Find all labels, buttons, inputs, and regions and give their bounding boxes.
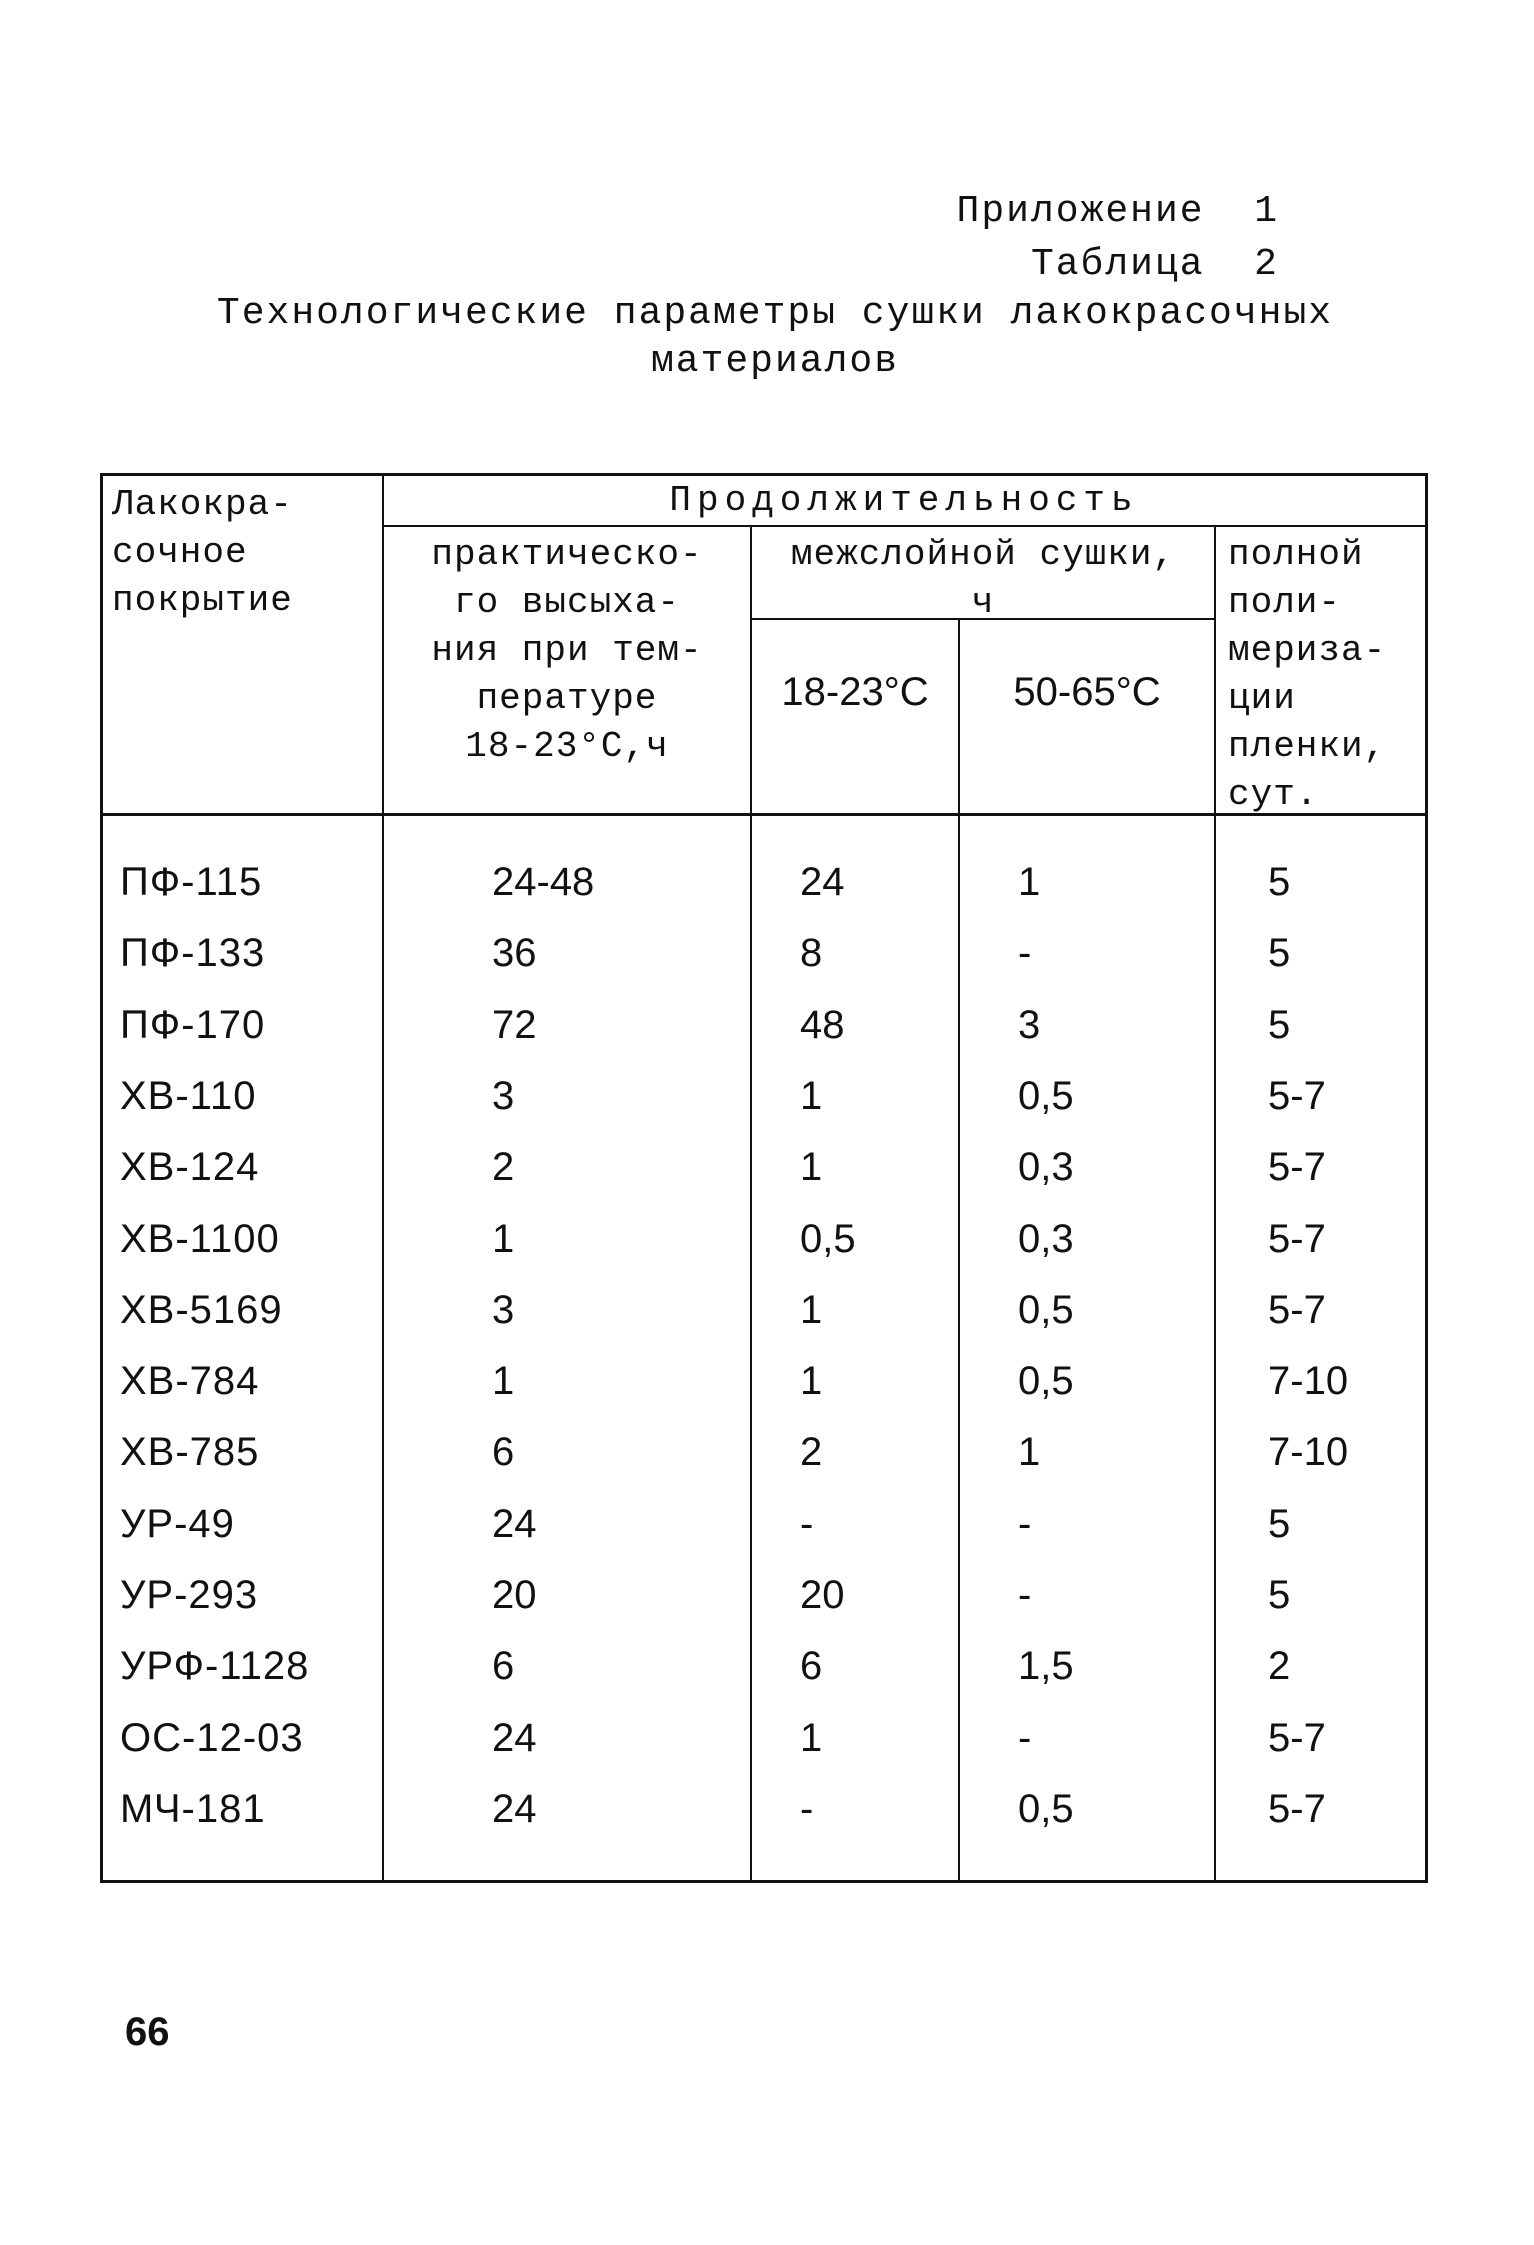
cell-t1: 20 xyxy=(800,1573,845,1617)
cell-practical: 24 xyxy=(492,1786,537,1831)
cell-t2: 0,3 xyxy=(1018,1216,1074,1261)
cell-practical: 72 xyxy=(492,1002,537,1047)
col-separator-2 xyxy=(750,525,752,1883)
cell-full: 5 xyxy=(1268,1501,1291,1546)
cell-practical: 24-48 xyxy=(492,860,595,904)
table-border-right xyxy=(1425,473,1428,1883)
cell-t1: 1 xyxy=(800,1287,823,1332)
cell-practical: 1 xyxy=(492,1359,515,1404)
table-border-left xyxy=(100,473,103,1883)
cell-full: 5-7 xyxy=(1268,1145,1326,1190)
cell-t2: 1 xyxy=(1018,860,1041,904)
cell-name: МЧ-181 xyxy=(120,1786,266,1831)
cell-name: УР-293 xyxy=(120,1573,259,1617)
cell-name: ПФ-115 xyxy=(120,860,263,904)
header-practical: практическо- го высыха- ния при тем- пературе 18-23°С,ч xyxy=(431,534,703,767)
cell-full: 5-7 xyxy=(1268,1073,1326,1118)
cell-practical: 36 xyxy=(492,931,537,976)
cell-full: 5 xyxy=(1268,1002,1291,1047)
cell-full: 5-7 xyxy=(1268,1715,1326,1760)
cell-full: 2 xyxy=(1268,1644,1291,1689)
table-border-bottom xyxy=(100,1880,1428,1883)
cell-name: ХВ-124 xyxy=(120,1145,260,1190)
cell-full: 5-7 xyxy=(1268,1287,1326,1332)
cell-practical: 6 xyxy=(492,1430,515,1475)
cell-t2: 0,3 xyxy=(1018,1145,1074,1190)
cell-practical: 3 xyxy=(492,1073,515,1118)
cell-t1: 24 xyxy=(800,860,845,904)
cell-practical: 20 xyxy=(492,1573,537,1617)
header-temp-18-23: 18-23°С xyxy=(781,670,929,714)
page-number: 66 xyxy=(125,2010,170,2054)
cell-t1: - xyxy=(800,1501,814,1546)
cell-name: ХВ-785 xyxy=(120,1430,260,1475)
cell-practical: 6 xyxy=(492,1644,515,1689)
cell-full: 5 xyxy=(1268,931,1291,976)
cell-t2: 1 xyxy=(1018,1430,1041,1475)
cell-name: ХВ-784 xyxy=(120,1359,260,1404)
data-table xyxy=(100,473,1428,1883)
cell-t1: 2 xyxy=(800,1430,823,1475)
cell-t2: 1,5 xyxy=(1018,1644,1074,1689)
cell-t1: - xyxy=(800,1786,814,1831)
title-line-1: Технологические параметры сушки лакокрасочных xyxy=(216,292,1334,335)
cell-practical: 24 xyxy=(492,1501,537,1546)
cell-name: ХВ-110 xyxy=(120,1073,257,1118)
cell-t2: 0,5 xyxy=(1018,1287,1074,1332)
cell-name: УРФ-1128 xyxy=(120,1644,310,1689)
cell-t2: - xyxy=(1018,1573,1032,1617)
appendix-label: Приложение 1 xyxy=(956,190,1279,233)
header-full-polymerization: полной поли- мериза- ции пленки, сут. xyxy=(1228,534,1387,815)
col-separator-4 xyxy=(1214,525,1216,1883)
cell-t2: - xyxy=(1018,1501,1032,1546)
cell-t2: - xyxy=(1018,1715,1032,1760)
cell-name: ОС-12-03 xyxy=(120,1715,304,1760)
group-header-rule xyxy=(382,525,1428,527)
cell-t1: 6 xyxy=(800,1644,823,1689)
header-temp-50-65: 50-65°С xyxy=(1013,670,1161,714)
cell-name: ХВ-1100 xyxy=(120,1216,280,1261)
cell-t2: - xyxy=(1018,931,1032,976)
cell-t2: 0,5 xyxy=(1018,1359,1074,1404)
cell-t2: 0,5 xyxy=(1018,1786,1074,1831)
cell-practical: 24 xyxy=(492,1715,537,1760)
cell-full: 5-7 xyxy=(1268,1216,1326,1261)
cell-name: ПФ-170 xyxy=(120,1002,266,1047)
cell-name: ХВ-5169 xyxy=(120,1287,283,1332)
cell-full: 5 xyxy=(1268,1573,1291,1617)
title-line-2: материалов xyxy=(650,340,900,383)
cell-name: УР-49 xyxy=(120,1501,235,1546)
table-number: Таблица 2 xyxy=(1030,243,1279,286)
cell-t1: 1 xyxy=(800,1359,823,1404)
cell-t1: 48 xyxy=(800,1002,845,1047)
cell-name: ПФ-133 xyxy=(120,931,266,976)
cell-t2: 0,5 xyxy=(1018,1073,1074,1118)
cell-practical: 2 xyxy=(492,1145,515,1190)
cell-full: 5-7 xyxy=(1268,1786,1326,1831)
cell-t2: 3 xyxy=(1018,1002,1041,1047)
header-interlayer: межслойной сушки, ч xyxy=(790,534,1176,623)
cell-full: 7-10 xyxy=(1268,1359,1349,1404)
cell-t1: 1 xyxy=(800,1145,823,1190)
cell-t1: 8 xyxy=(800,931,823,976)
cell-full: 7-10 xyxy=(1268,1430,1349,1475)
cell-t1: 1 xyxy=(800,1073,823,1118)
cell-practical: 3 xyxy=(492,1287,515,1332)
table-border-top xyxy=(100,473,1428,476)
table-title xyxy=(200,290,1350,386)
header-coating: Лакокра- сочное покрытие xyxy=(112,484,293,621)
cell-t1: 1 xyxy=(800,1715,823,1760)
col-separator-3 xyxy=(958,618,960,1883)
cell-t1: 0,5 xyxy=(800,1216,856,1261)
cell-practical: 1 xyxy=(492,1216,515,1261)
header-duration: Продолжительность xyxy=(669,480,1139,521)
cell-full: 5 xyxy=(1268,860,1291,904)
